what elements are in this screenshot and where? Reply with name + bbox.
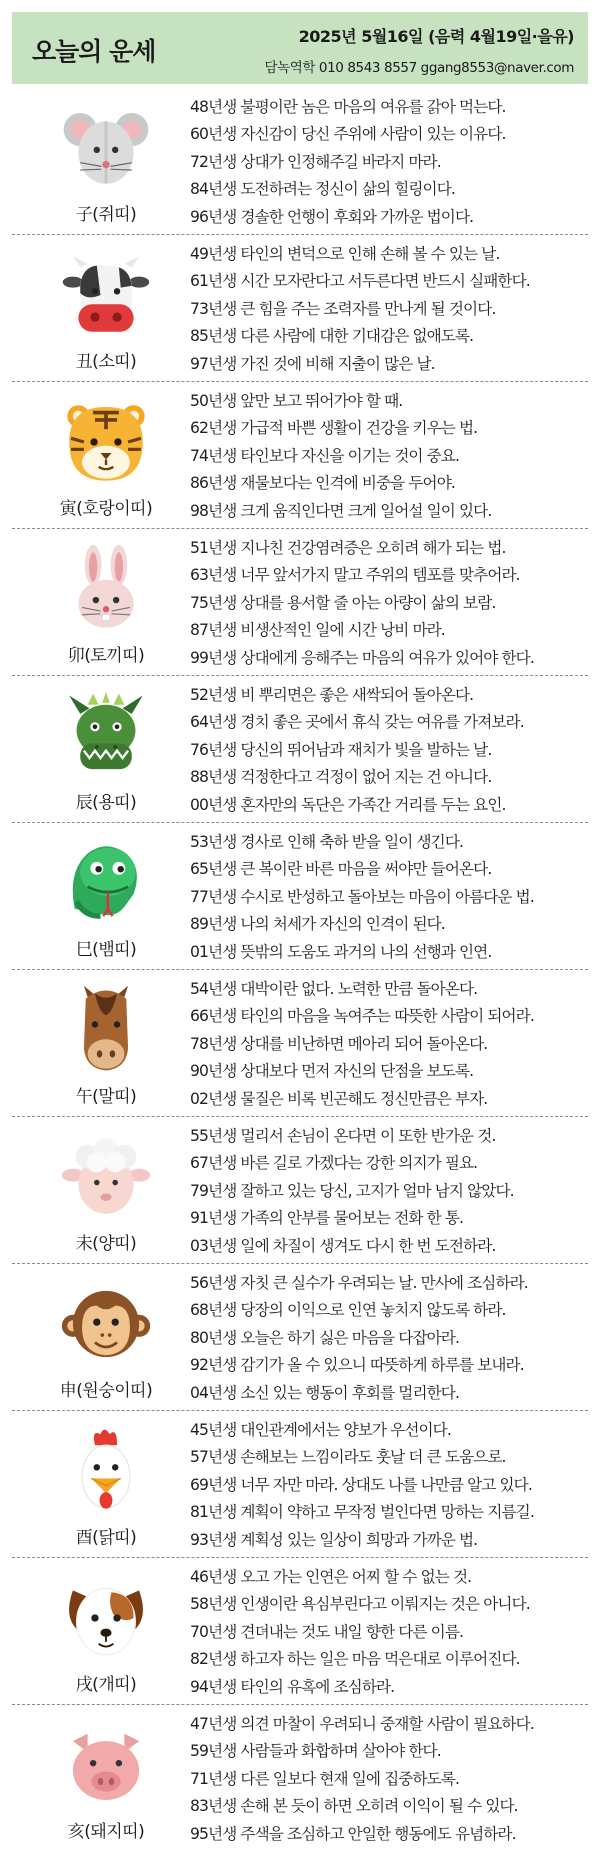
dragon-icon <box>60 690 152 782</box>
header-date: 2025년 5월16일 (음력 4월19일·을유) <box>298 27 574 46</box>
fortune-line: 74년생 타인보다 자신을 이기는 것이 중요. <box>190 446 460 465</box>
zodiac-label: 午(말띠) <box>75 1087 137 1107</box>
fortune-line: 49년생 타인의 변덕으로 인해 손해 볼 수 있는 날. <box>190 245 500 263</box>
fortune-lines <box>190 241 588 378</box>
zodiac-row-rabbit <box>12 529 588 676</box>
fortune-lines <box>190 1711 588 1848</box>
fortune-line: 00년생 혼자만의 독단은 가족간 거리를 두는 요인. <box>190 795 506 814</box>
fortune-lines <box>190 1270 588 1407</box>
fortune-line: 04년생 소신 있는 행동이 후회를 멀리한다. <box>190 1383 460 1402</box>
zodiac-label: 寅(호랑이띠) <box>59 499 153 519</box>
monkey-icon <box>60 1278 152 1370</box>
fortune-lines <box>190 976 588 1113</box>
fortune-line: 84년생 도전하려는 정신이 삶의 힐링이다. <box>190 180 455 199</box>
fortune-line: 53년생 경사로 인해 축하 받을 일이 생긴다. <box>190 833 464 851</box>
fortune-line: 73년생 큰 힘을 주는 조력자를 만나게 될 것이다. <box>190 299 496 318</box>
fortune-line: 76년생 당신의 뛰어남과 재치가 빛을 발하는 날. <box>190 740 492 759</box>
fortune-line: 99년생 상대에게 응해주는 마음의 여유가 있어야 한다. <box>190 648 534 667</box>
snake-icon <box>60 837 152 929</box>
fortune-line: 87년생 비생산적인 일에 시간 낭비 마라. <box>190 621 445 640</box>
fortune-line: 78년생 상대를 비난하면 메아리 되어 돌아온다. <box>190 1034 488 1053</box>
fortune-line: 51년생 지나친 건강염려증은 오히려 해가 되는 법. <box>190 539 506 557</box>
fortune-line: 59년생 사람들과 화합하며 살아야 한다. <box>190 1742 441 1761</box>
zodiac-row-dragon <box>12 676 588 823</box>
fortune-line: 67년생 바른 길로 가겠다는 강한 의지가 필요. <box>190 1154 478 1173</box>
zodiac-label: 酉(닭띠) <box>75 1528 137 1548</box>
fortune-line: 93년생 계획성 있는 일상이 희망과 가까운 법. <box>190 1530 478 1549</box>
fortune-lines <box>190 1417 588 1554</box>
fortune-lines <box>190 535 588 672</box>
fortune-line: 56년생 자칫 큰 실수가 우려되는 날. 만사에 조심하라. <box>190 1274 528 1292</box>
rooster-icon <box>60 1425 152 1517</box>
fortune-line: 61년생 시간 모자란다고 서두른다면 반드시 실패한다. <box>190 272 530 291</box>
zodiac-label: 卯(토끼띠) <box>67 646 145 666</box>
fortune-line: 64년생 경치 좋은 곳에서 휴식 갖는 여유를 가져보라. <box>190 713 524 732</box>
rat-icon <box>60 102 152 194</box>
zodiac-row-tiger <box>12 382 588 529</box>
fortune-lines <box>190 1123 588 1260</box>
fortune-lines <box>190 682 588 819</box>
zodiac-row-sheep <box>12 1117 588 1264</box>
sheep-icon <box>60 1131 152 1223</box>
zodiac-label: 戌(개띠) <box>75 1675 137 1695</box>
zodiac-label: 亥(돼지띠) <box>67 1822 145 1842</box>
fortune-line: 58년생 인생이란 욕심부린다고 이뤄지는 것은 아니다. <box>190 1595 530 1614</box>
fortune-line: 75년생 상대를 용서할 줄 아는 아량이 삶의 보람. <box>190 593 496 612</box>
zodiac-row-horse <box>12 970 588 1117</box>
zodiac-row-rat <box>12 88 588 235</box>
fortune-line: 71년생 다른 일보다 현재 일에 집중하도록. <box>190 1769 460 1788</box>
fortune-line: 47년생 의견 마찰이 우려되니 중재할 사람이 필요하다. <box>190 1715 534 1733</box>
fortune-line: 55년생 멀리서 손님이 온다면 이 또한 반가운 것. <box>190 1127 496 1145</box>
fortune-line: 88년생 걱정한다고 걱정이 없어 지는 건 아니다. <box>190 768 492 787</box>
zodiac-label: 子(쥐띠) <box>75 205 137 225</box>
fortune-line: 69년생 너무 자만 마라. 상대도 나를 나만큼 알고 있다. <box>190 1475 532 1494</box>
zodiac-row-ox <box>12 235 588 382</box>
fortune-line: 83년생 손해 본 듯이 하면 오히려 이익이 될 수 있다. <box>190 1797 518 1816</box>
fortune-line: 98년생 크게 움직인다면 크게 일어설 일이 있다. <box>190 501 492 520</box>
page-title: 오늘의 운세 <box>32 37 156 66</box>
horse-icon <box>60 984 152 1076</box>
zodiac-row-rooster <box>12 1411 588 1558</box>
fortune-line: 50년생 앞만 보고 뛰어가야 할 때. <box>190 392 403 410</box>
fortune-line: 66년생 타인의 마음을 녹여주는 따뜻한 사람이 되어라. <box>190 1007 534 1026</box>
ox-icon <box>60 249 152 341</box>
fortune-line: 01년생 뜻밖의 도움도 과거의 나의 선행과 인연. <box>190 942 492 961</box>
dog-icon <box>60 1572 152 1664</box>
fortune-line: 46년생 오고 가는 인연은 어찌 할 수 없는 것. <box>190 1568 472 1586</box>
zodiac-row-snake <box>12 823 588 970</box>
fortune-line: 82년생 하고자 하는 일은 마음 먹은대로 이루어진다. <box>190 1650 520 1669</box>
fortune-line: 70년생 견뎌내는 것도 내일 향한 다른 이름. <box>190 1622 464 1641</box>
fortune-line: 85년생 다른 사람에 대한 기대감은 없애도록. <box>190 327 474 346</box>
zodiac-label: 未(양띠) <box>75 1234 137 1254</box>
fortune-line: 96년생 경솔한 언행이 후회와 가까운 법이다. <box>190 207 474 226</box>
fortune-line: 81년생 계획이 약하고 무작정 벌인다면 망하는 지름길. <box>190 1503 534 1522</box>
fortune-line: 48년생 불평이란 놈은 마음의 여유를 갉아 먹는다. <box>190 98 506 116</box>
fortune-line: 72년생 상대가 인정해주길 바라지 마라. <box>190 152 441 171</box>
fortune-line: 95년생 주색을 조심하고 안일한 행동에도 유념하라. <box>190 1824 516 1843</box>
zodiac-label: 丑(소띠) <box>75 352 137 372</box>
fortune-line: 02년생 물질은 비록 빈곤해도 정신만큼은 부자. <box>190 1089 488 1108</box>
fortune-lines <box>190 94 588 231</box>
zodiac-label: 巳(뱀띠) <box>75 940 137 960</box>
rabbit-icon <box>60 543 152 635</box>
tiger-icon <box>60 396 152 488</box>
fortune-lines <box>190 1564 588 1701</box>
fortune-lines <box>190 388 588 525</box>
fortune-line: 92년생 감기가 올 수 있으니 따뜻하게 하루를 보내라. <box>190 1356 524 1375</box>
header <box>12 12 588 84</box>
fortune-line: 97년생 가진 것에 비해 지출이 많은 날. <box>190 354 435 373</box>
fortune-line: 80년생 오늘은 하기 싫은 마음을 다잡아라. <box>190 1328 460 1347</box>
zodiac-row-dog <box>12 1558 588 1705</box>
fortune-line: 94년생 타인의 유혹에 조심하라. <box>190 1677 395 1696</box>
fortune-line: 68년생 당장의 이익으로 인연 놓치지 않도록 하라. <box>190 1301 506 1320</box>
fortune-line: 86년생 재물보다는 인격에 비중을 두어야. <box>190 474 455 493</box>
fortune-line: 65년생 큰 복이란 바른 마음을 써야만 들어온다. <box>190 860 492 879</box>
fortune-line: 60년생 자신감이 당신 주위에 사람이 있는 이유다. <box>190 125 506 144</box>
pig-icon <box>60 1719 152 1811</box>
zodiac-label: 申(원숭이띠) <box>59 1381 153 1401</box>
fortune-line: 90년생 상대보다 먼저 자신의 단점을 보도록. <box>190 1062 474 1081</box>
zodiac-row-pig <box>12 1705 588 1852</box>
header-contact: 담녹역학 010 8543 8557 ggang8553@naver.com <box>264 60 574 76</box>
zodiac-row-monkey <box>12 1264 588 1411</box>
fortune-line: 03년생 일에 차질이 생겨도 다시 한 번 도전하라. <box>190 1236 496 1255</box>
fortune-line: 52년생 비 뿌리면은 좋은 새싹되어 돌아온다. <box>190 686 474 704</box>
zodiac-list <box>12 88 588 1852</box>
fortune-line: 62년생 가급적 바쁜 생활이 건강을 키우는 법. <box>190 419 478 438</box>
fortune-line: 89년생 나의 처세가 자신의 인격이 된다. <box>190 915 445 934</box>
fortune-line: 63년생 너무 앞서가지 말고 주위의 템포를 맞추어라. <box>190 566 520 585</box>
fortune-line: 79년생 잘하고 있는 당신, 고지가 얼마 남지 않았다. <box>190 1181 514 1200</box>
fortune-line: 77년생 수시로 반성하고 돌아보는 마음이 아름다운 법. <box>190 887 534 906</box>
fortune-line: 54년생 대박이란 없다. 노력한 만큼 돌아온다. <box>190 980 478 998</box>
fortune-lines <box>190 829 588 966</box>
fortune-line: 91년생 가족의 안부를 물어보는 전화 한 통. <box>190 1209 464 1228</box>
fortune-line: 45년생 대인관계에서는 양보가 우선이다. <box>190 1421 451 1439</box>
zodiac-label: 辰(용띠) <box>75 793 137 813</box>
fortune-line: 57년생 손해보는 느낌이라도 훗날 더 큰 도움으로. <box>190 1448 506 1467</box>
